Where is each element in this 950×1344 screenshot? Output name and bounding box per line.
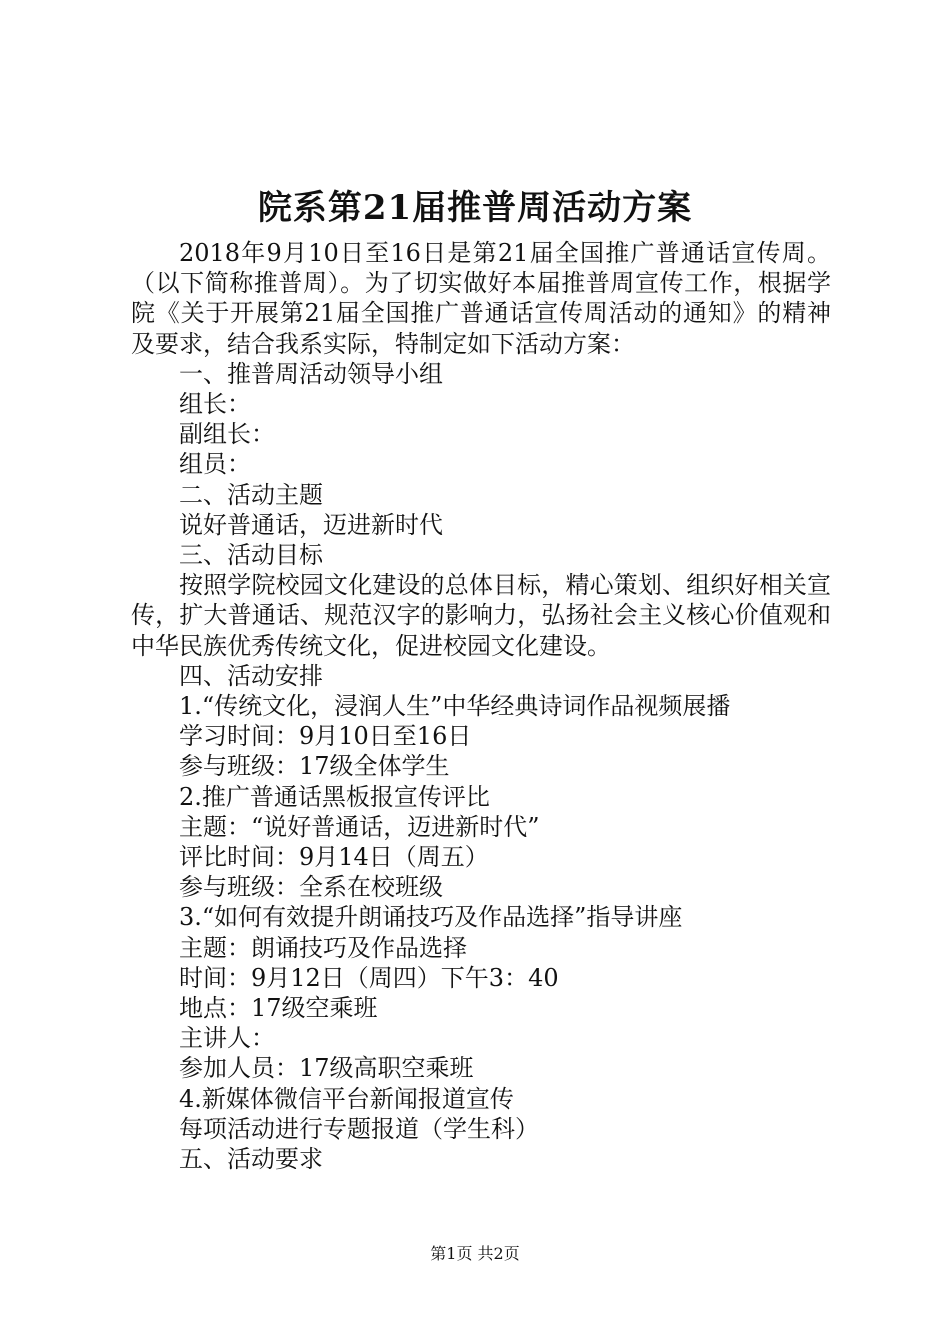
activity-3-time: 时间：9月12日（周四）下午3：40 — [179, 963, 559, 992]
activity-3-speaker: 主讲人： — [179, 1024, 275, 1053]
activity-4-description: 每项活动进行专题报道（学生科） — [179, 1114, 539, 1143]
activity-3-attendees: 参加人员：17级高职空乘班 — [179, 1054, 474, 1083]
activity-1-classes: 参与班级：17级全体学生 — [179, 752, 450, 781]
activity-2-classes: 参与班级：全系在校班级 — [179, 873, 443, 902]
activity-3-theme: 主题：朗诵技巧及作品选择 — [179, 933, 467, 962]
section-heading-requirements: 五、活动要求 — [179, 1145, 323, 1174]
document-body — [131, 238, 831, 1174]
page-footer: 第1页 共2页 — [430, 1244, 520, 1263]
activity-2-theme: 主题：“说好普通话，迈进新时代” — [179, 812, 540, 841]
activity-1-time: 学习时间：9月10日至16日 — [179, 722, 472, 751]
section-heading-goal: 三、活动目标 — [179, 541, 323, 570]
activity-4-title: 4.新媒体微信平台新闻报道宣传 — [179, 1084, 514, 1113]
section-heading-theme: 二、活动主题 — [179, 480, 323, 509]
activity-2-time: 评比时间：9月14日（周五） — [179, 843, 489, 872]
section-heading-schedule: 四、活动安排 — [179, 661, 323, 690]
intro-paragraph: 2018年9月10日至16日是第21届全国推广普通话宣传周。（以下简称推普周）。为了切实做好本届推普周宣传工作，根据学院《关于开展第21届全国推广普通话宣传周活动的通知》的精神及要求，结合我系实际，特制定如下活动方案： — [131, 239, 831, 358]
section-heading-leadership: 一、推普周活动领导小组 — [179, 359, 443, 388]
theme-text: 说好普通话，迈进新时代 — [179, 510, 443, 539]
deputy-leader-line: 副组长： — [179, 420, 275, 449]
activity-1-title: 1.“传统文化，浸润人生”中华经典诗词作品视频展播 — [179, 692, 731, 721]
activity-3-place: 地点：17级空乘班 — [179, 994, 378, 1023]
leader-line: 组长： — [179, 390, 251, 419]
document-title: 院系第21届推普周活动方案 — [257, 188, 693, 228]
activity-3-title: 3.“如何有效提升朗诵技巧及作品选择”指导讲座 — [179, 903, 683, 932]
goal-paragraph: 按照学院校园文化建设的总体目标，精心策划、组织好相关宣传，扩大普通话、规范汉字的影响力，弘扬社会主义核心价值观和中华民族优秀传统文化，促进校园文化建设。 — [131, 571, 831, 660]
members-line: 组员： — [179, 450, 251, 479]
activity-2-title: 2.推广普通话黑板报宣传评比 — [179, 782, 490, 811]
